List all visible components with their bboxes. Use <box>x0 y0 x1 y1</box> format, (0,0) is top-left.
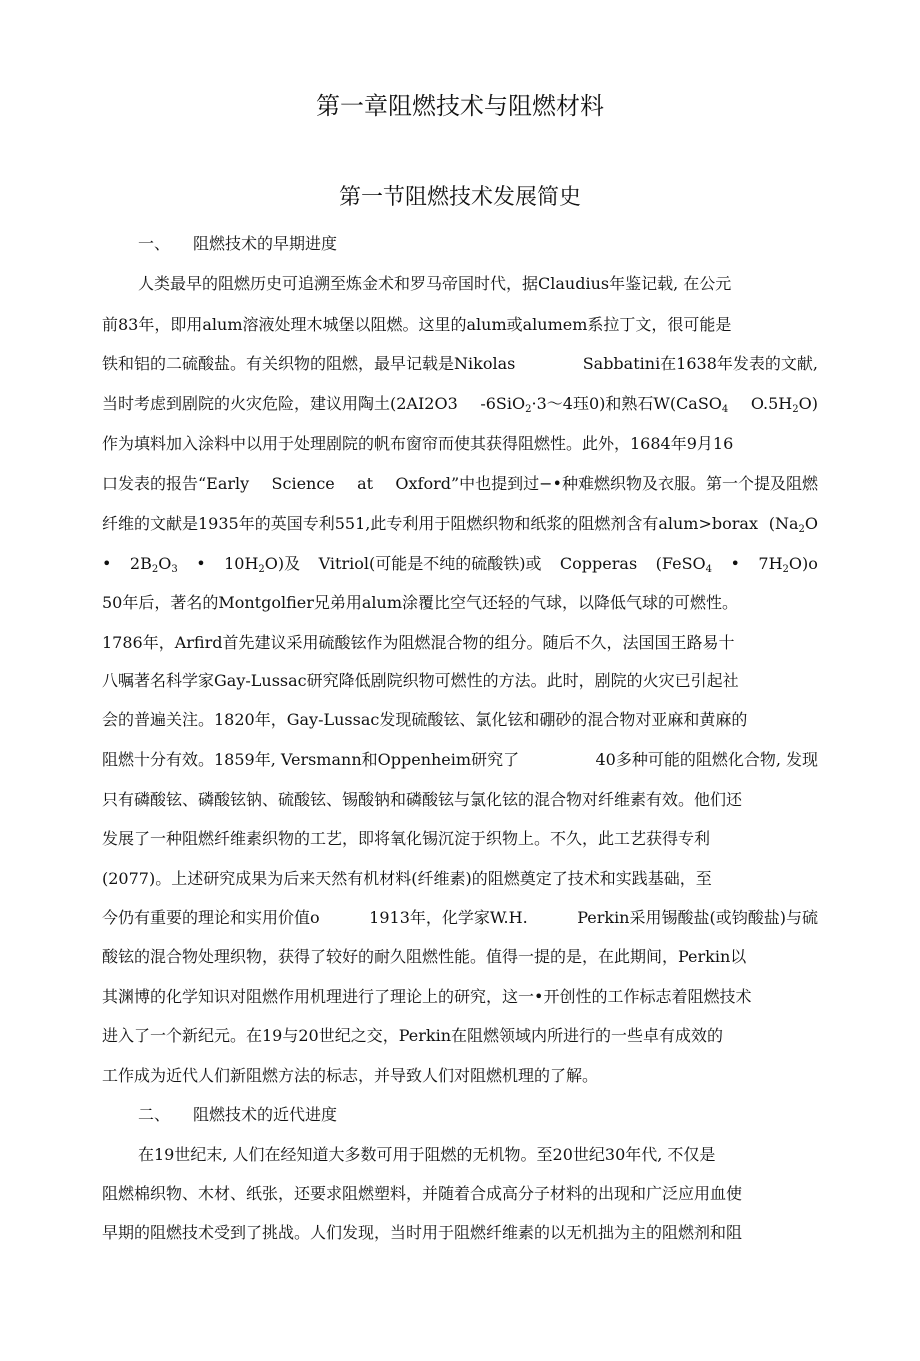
text-span: 今仍有重要的理论和实用价值o <box>102 908 320 927</box>
paragraph-line: 会的普遍关注。1820年，Gay-Lussac发现硫酸铉、氯化铉和硼砂的混合物对亚麻和黄麻的 <box>102 710 748 729</box>
subscript: 2 <box>525 404 532 415</box>
text-span: 纤维的文献是1935年的英国专利551,此专利用于阻燃织物和纸浆的阻燃剂含有alum>borax <box>102 514 758 533</box>
heading-modern-number: 二、 <box>138 1105 171 1124</box>
text-span: 2B <box>129 554 152 573</box>
text-span: 1913年，化学家W.H. <box>369 908 528 927</box>
subscript: 2 <box>782 564 789 575</box>
text-span: O)及 <box>264 554 301 573</box>
text-span: 40多种可能的阻燃化合物, 发现 <box>595 750 818 769</box>
text-span <box>130 553 178 575</box>
text-span: Copperas <box>559 554 638 573</box>
paragraph-line <box>102 553 818 575</box>
text-span: Science <box>271 474 335 493</box>
paragraph-line: 其渊博的化学知识对阻燃作用机理进行了理论上的研究，这一•开创性的工作标志着阻燃技术 <box>102 987 752 1006</box>
text-span: • <box>196 554 206 573</box>
text-span: O <box>158 554 172 573</box>
text-span <box>656 553 712 575</box>
text-span: 口发表的报告“Early <box>102 474 250 493</box>
paragraph-line: 在19世纪末, 人们在经知道大多数可用于阻燃的无机物。至20世纪30年代, 不仅是 <box>138 1145 716 1164</box>
subscript: 4 <box>721 404 729 415</box>
text-span: ·3～4珏0)和熟石W(CaSO <box>531 394 722 413</box>
text-span <box>224 553 300 575</box>
subscript: 2 <box>151 564 159 575</box>
paragraph-line: (2077)。上述研究成果为后来天然有机材料(纤维素)的阻燃奠定了技术和实践基础，至 <box>102 869 712 888</box>
paragraph-line: 1786年，Arfird首先建议采用硫酸铉作为阻燃混合物的组分。随后不久，法国国王路易十 <box>102 633 735 652</box>
text-span: 铁和铝的二硫酸盐。有关织物的阻燃，最早记载是Nikolas <box>102 354 516 373</box>
paragraph-line: 发展了一种阻燃纤维素织物的工艺，即将氧化锡沉淀于织物上。不久，此工艺获得专利 <box>102 829 711 848</box>
text-span: Vitriol(可能是不纯的硫酸铁)或 <box>318 554 542 573</box>
subscript: 4 <box>705 564 713 575</box>
paragraph-line: 前83年，即用alum溶液处理木城堡以阻燃。这里的alum或alumem系拉丁文，很可能是 <box>102 315 732 334</box>
text-span: 阻燃十分有效。1859年, Versmann和Oppenheim研究了 <box>102 750 520 769</box>
subscript: 2 <box>792 404 799 415</box>
text-span: O.5H <box>750 394 793 413</box>
paragraph-line: 只有磷酸铉、磷酸铉钠、硫酸铉、锡酸钠和磷酸铉与氯化铉的混合物对纤维素有效。他们还 <box>102 790 743 809</box>
paragraph-line: 八嘱著名科学家Gay-Lussac研究降低剧院织物可燃性的方法。此时，剧院的火灾已引起社 <box>102 671 739 690</box>
text-span: O <box>804 514 818 533</box>
text-span: O)o <box>788 554 818 573</box>
subscript: 2 <box>258 564 265 575</box>
text-span: (Na <box>768 514 799 533</box>
text-span: • <box>730 554 740 573</box>
text-span: 7H <box>758 554 783 573</box>
paragraph-line: 阻燃棉织物、木材、纸张，还要求阻燃塑料，并随着合成高分子材料的出现和广泛应用血使 <box>102 1184 743 1203</box>
text-span <box>758 553 818 575</box>
paragraph-line: 酸铉的混合物处理织物，获得了较好的耐久阻燃性能。值得一提的是，在此期间，Perkin以 <box>102 947 747 966</box>
heading-early-number: 一、 <box>138 234 171 253</box>
paragraph-line: 50年后，著名的Montgolfier兄弟用alum涂覆比空气还轻的气球，以降低气球的可燃性。 <box>102 593 739 612</box>
paragraph-line <box>102 907 818 929</box>
paragraph-line <box>102 513 818 535</box>
text-span: Sabbatini在1638年发表的文献, <box>582 354 818 373</box>
heading-modern-text: 阻燃技术的近代进度 <box>193 1105 338 1124</box>
text-span: Oxford”中也提到过−•种难燃织物及衣服。第一个提及阻燃 <box>395 474 818 493</box>
paragraph-line <box>102 393 818 415</box>
text-span: Perkin采用锡酸盐(或钧酸盐)与硫 <box>577 908 818 927</box>
heading-modern <box>138 1104 854 1126</box>
subscript: 2 <box>798 524 805 535</box>
text-span <box>751 393 818 415</box>
paragraph-line <box>102 749 818 771</box>
text-span: 当时考虑到剧院的火灾危险，建议用陶土(2AI2O3 <box>102 394 458 413</box>
text-span: (FeSO <box>655 554 706 573</box>
text-span: -6SiO <box>480 394 526 413</box>
section-title: 第一节阻燃技术发展简史 <box>338 185 581 210</box>
paragraph-line <box>102 353 818 375</box>
paragraph-line: 作为填料加入涂料中以用于处理剧院的帆布窗帘而使其获得阻燃性。此外，1684年9月16 <box>102 434 734 453</box>
subscript: 3 <box>171 564 178 575</box>
text-span: 10H <box>224 554 259 573</box>
text-span: • <box>102 554 112 573</box>
text-span <box>769 513 818 535</box>
chapter-title: 第一章阻燃技术与阻燃材料 <box>316 92 604 120</box>
text-span <box>480 393 728 415</box>
paragraph-line: 进入了一个新纪元。在19与20世纪之交，Perkin在阻燃领域内所进行的一些卓有成效的 <box>102 1026 724 1045</box>
paragraph-line: 早期的阻燃技术受到了挑战。人们发现，当时用于阻燃纤维素的以无机拙为主的阻燃剂和阻 <box>102 1223 743 1242</box>
paragraph-line: 工作成为近代人们新阻燃方法的标志，并导致人们对阻燃机理的了解。 <box>102 1066 599 1085</box>
heading-early <box>138 233 854 255</box>
text-span: O) <box>798 394 818 413</box>
paragraph-line <box>102 473 818 495</box>
paragraph-line: 人类最早的阻燃历史可追溯至炼金术和罗马帝国时代，据Claudius年鉴记载, 在公元 <box>138 274 732 293</box>
text-span: at <box>357 474 374 493</box>
heading-early-text: 阻燃技术的早期进度 <box>193 234 338 253</box>
